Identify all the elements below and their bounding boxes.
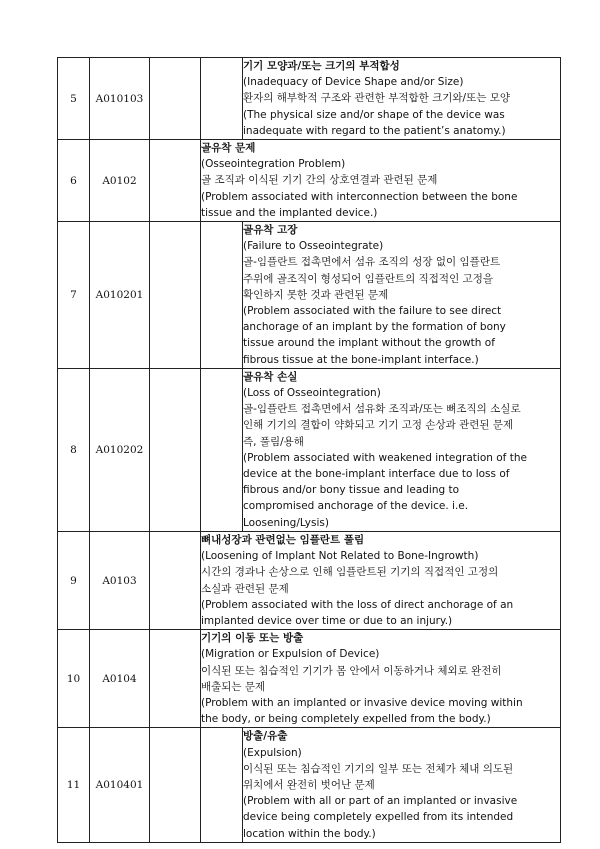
table-row (58, 140, 561, 222)
description-line: 이식된 또는 침습적인 기기의 일부 또는 전체가 체내 의도된 (243, 762, 514, 775)
description-line: device at the bone-implant interface due to loss of (243, 468, 510, 481)
row-code: A0103 (90, 531, 150, 629)
row-number: 8 (58, 368, 90, 531)
row-description (243, 58, 561, 140)
description-line: (Migration or Expulsion of Device) (201, 648, 380, 661)
description-line: 골 조직과 이식된 기기 간의 상호연결과 관련된 문제 (201, 174, 438, 187)
term-korean-title: 방출/유출 (243, 730, 288, 743)
table-row (58, 368, 561, 531)
row-number: 11 (58, 728, 90, 842)
description-line: (Expulsion) (243, 746, 302, 759)
table-row (58, 222, 561, 369)
description-line: Loosening/Lysis) (243, 516, 329, 529)
description-line: location within the body.) (243, 827, 376, 840)
description-line: the body, or being completely expelled from the body.) (201, 713, 491, 726)
description-line: 위치에서 완전히 벗어난 문제 (243, 778, 375, 791)
row-code: A010401 (90, 728, 150, 842)
row-code: A010103 (90, 58, 150, 140)
row-code: A0102 (90, 140, 150, 222)
description-line: (Loss of Osseointegration) (243, 387, 381, 400)
indent-cell (150, 630, 201, 728)
term-korean-title: 골유착 고장 (243, 224, 298, 237)
description-line: (The physical size and/or shape of the device was (243, 108, 505, 121)
row-description (201, 140, 561, 222)
row-description (201, 630, 561, 728)
row-code: A010202 (90, 368, 150, 531)
term-korean-title: 기기 모양과/또는 크기의 부적합성 (243, 60, 400, 72)
description-line: device being completely expelled from its intended (243, 811, 514, 824)
table-row (58, 531, 561, 629)
description-line: anchorage of an implant by the formation of bony (243, 321, 506, 334)
term-korean-title: 골유착 문제 (201, 142, 256, 155)
term-korean-title: 골유착 손실 (243, 370, 298, 383)
description-line: 환자의 해부학적 구조와 관련한 부적합한 크기와/또는 모양 (243, 92, 510, 105)
indent-cell (150, 728, 201, 842)
row-description (201, 531, 561, 629)
term-korean-title: 뼈내성장과 관련없는 임플란트 풀림 (201, 533, 365, 546)
term-korean-title: 기기의 이동 또는 방출 (201, 632, 304, 645)
description-line: tissue and the implanted device.) (201, 206, 378, 219)
description-line: (Inadequacy of Device Shape and/or Size) (243, 76, 464, 89)
event-code-table (57, 57, 561, 843)
row-code: A010201 (90, 222, 150, 369)
description-line: 인해 기기의 결합이 약화되고 기기 고정 손상과 관련된 문제 (243, 419, 514, 432)
description-line: fibrous tissue at the bone-implant interface.) (243, 353, 479, 366)
indent-cell (201, 222, 243, 369)
description-line: 소실과 관련된 문제 (201, 582, 289, 595)
row-description (243, 368, 561, 531)
indent-cell (150, 368, 201, 531)
row-number: 6 (58, 140, 90, 222)
description-line: implanted device over time or due to an injury.) (201, 614, 453, 627)
row-number: 10 (58, 630, 90, 728)
description-line: (Problem associated with the failure to see direct (243, 305, 502, 318)
description-line: 즉, 풀림/용해 (243, 435, 304, 448)
table-row (58, 630, 561, 728)
description-line: inadequate with regard to the patient’s anatomy.) (243, 124, 506, 137)
description-line: (Failure to Osseointegrate) (243, 240, 384, 253)
description-line: 골-임플란트 접촉면에서 섬유화 조직과/또는 뼈조직의 소실로 (243, 403, 521, 416)
description-line: compromised anchorage of the device. i.e. (243, 500, 469, 513)
row-code: A0104 (90, 630, 150, 728)
row-number: 5 (58, 58, 90, 140)
indent-cell (201, 368, 243, 531)
table-row (58, 58, 561, 140)
description-line: (Problem associated with the loss of direct anchorage of an (201, 598, 514, 611)
description-line: (Osseointegration Problem) (201, 158, 346, 171)
description-line: 주위에 골조직이 형성되어 임플란트의 직접적인 고정을 (243, 272, 493, 285)
row-number: 9 (58, 531, 90, 629)
table-row (58, 728, 561, 842)
indent-cell (150, 531, 201, 629)
indent-cell (150, 222, 201, 369)
description-line: 배출되는 문제 (201, 680, 266, 693)
description-line: 시간의 경과나 손상으로 인해 임플란트된 기기의 직접적인 고정의 (201, 566, 499, 579)
indent-cell (150, 58, 201, 140)
description-line: (Problem associated with interconnection between the bone (201, 190, 518, 203)
description-line: 골-임플란트 접촉면에서 섬유 조직의 성장 없이 임플란트 (243, 256, 501, 269)
description-line: (Problem associated with weakened integration of the (243, 451, 527, 464)
row-number: 7 (58, 222, 90, 369)
indent-cell (150, 140, 201, 222)
indent-cell (201, 58, 243, 140)
description-line: 확인하지 못한 것과 관련된 문제 (243, 288, 389, 301)
table-body (58, 58, 561, 843)
description-line: (Loosening of Implant Not Related to Bone-Ingrowth) (201, 550, 479, 563)
description-line: tissue around the implant without the growth of (243, 337, 495, 350)
description-line: (Problem with an implanted or invasive device moving within (201, 696, 523, 709)
indent-cell (201, 728, 243, 842)
description-line: fibrous and/or bony tissue and leading to (243, 484, 460, 497)
description-line: 이식된 또는 침습적인 기기가 몸 안에서 이동하거나 체외로 완전히 (201, 664, 502, 677)
row-description (243, 728, 561, 842)
description-line: (Problem with all or part of an implanted or invasive (243, 795, 518, 808)
row-description (243, 222, 561, 369)
